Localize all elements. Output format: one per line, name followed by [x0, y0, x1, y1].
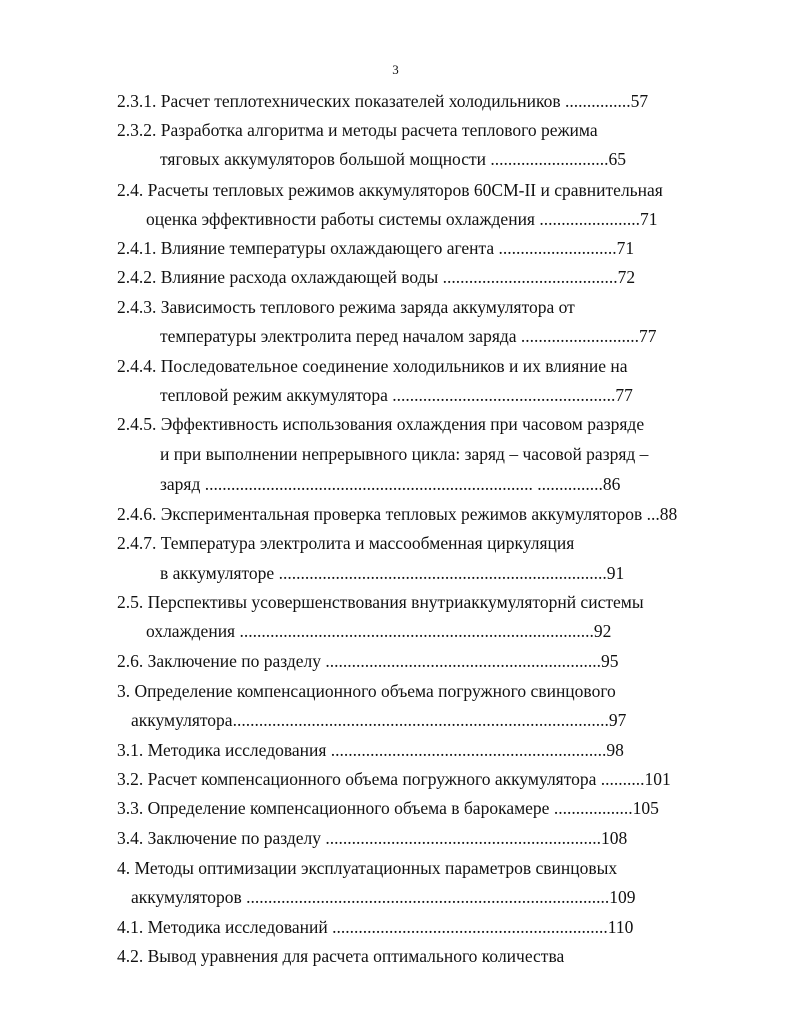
toc-entry: 2.5. Перспективы усовершенствования внутриаккумуляторнй системы — [117, 592, 644, 612]
toc-entry: 4.1. Методика исследований ...............................................................110 — [117, 917, 634, 937]
toc-entry-continuation: температуры электролита перед началом заряда ...........................77 — [160, 326, 657, 346]
toc-entry: 2.4.1. Влияние температуры охлаждающего агента ...........................71 — [117, 238, 635, 258]
toc-entry-continuation: оценка эффективности работы системы охлаждения .......................71 — [146, 209, 658, 229]
toc-entry: 2.4.4. Последовательное соединение холодильников и их влияние на — [117, 356, 628, 376]
toc-entry-continuation: аккумуляторов ...................................................................................109 — [131, 887, 636, 907]
toc-entry: 3.2. Расчет компенсационного объема погружного аккумулятора ..........101 — [117, 769, 671, 789]
toc-entry: 3.1. Методика исследования ...............................................................98 — [117, 740, 624, 760]
toc-entry: 2.4.7. Температура электролита и массообменная циркуляция — [117, 533, 575, 553]
toc-entry: 3.3. Определение компенсационного объема в барокамере ..................105 — [117, 798, 659, 818]
toc-entry: 2.6. Заключение по разделу ...............................................................95 — [117, 651, 619, 671]
toc-entry-continuation: тепловой режим аккумулятора ...................................................77 — [160, 385, 633, 405]
toc-entry: 2.3.2. Разработка алгоритма и методы расчета теплового режима — [117, 120, 598, 140]
toc-entry: 2.4. Расчеты тепловых режимов аккумуляторов 60СМ-II и сравнительная — [117, 180, 663, 200]
toc-entry: 3. Определение компенсационного объема погружного свинцового — [117, 681, 616, 701]
toc-entry-continuation: охлаждения .................................................................................92 — [146, 621, 612, 641]
toc-entry-continuation: заряд ........................................................................... ...............86 — [160, 474, 621, 494]
toc-entry: 2.4.5. Эффективность использования охлаждения при часовом разряде — [117, 414, 645, 434]
toc-entry-continuation: тяговых аккумуляторов большой мощности ...........................65 — [160, 149, 627, 169]
toc-entry: 4.2. Вывод уравнения для расчета оптимального количества — [117, 946, 565, 966]
toc-entry-continuation: аккумулятора......................................................................................97 — [131, 710, 627, 730]
toc-entry: 2.4.2. Влияние расхода охлаждающей воды ........................................72 — [117, 267, 636, 287]
toc-entry: 2.3.1. Расчет теплотехнических показателей холодильников ...............57 — [117, 91, 649, 111]
toc-entry-continuation: и при выполнении непрерывного цикла: заряд – часовой разряд – — [160, 444, 649, 464]
toc-entry: 3.4. Заключение по разделу ...............................................................108 — [117, 828, 628, 848]
page-number: 3 — [392, 62, 399, 77]
toc-entry: 4. Методы оптимизации эксплуатационных параметров свинцовых — [117, 858, 618, 878]
toc-entry: 2.4.3. Зависимость теплового режима заряда аккумулятора от — [117, 297, 575, 317]
toc-entry: 2.4.6. Экспериментальная проверка тепловых режимов аккумуляторов ...88 — [117, 504, 678, 524]
toc-entry-continuation: в аккумуляторе ...........................................................................91 — [160, 563, 625, 583]
